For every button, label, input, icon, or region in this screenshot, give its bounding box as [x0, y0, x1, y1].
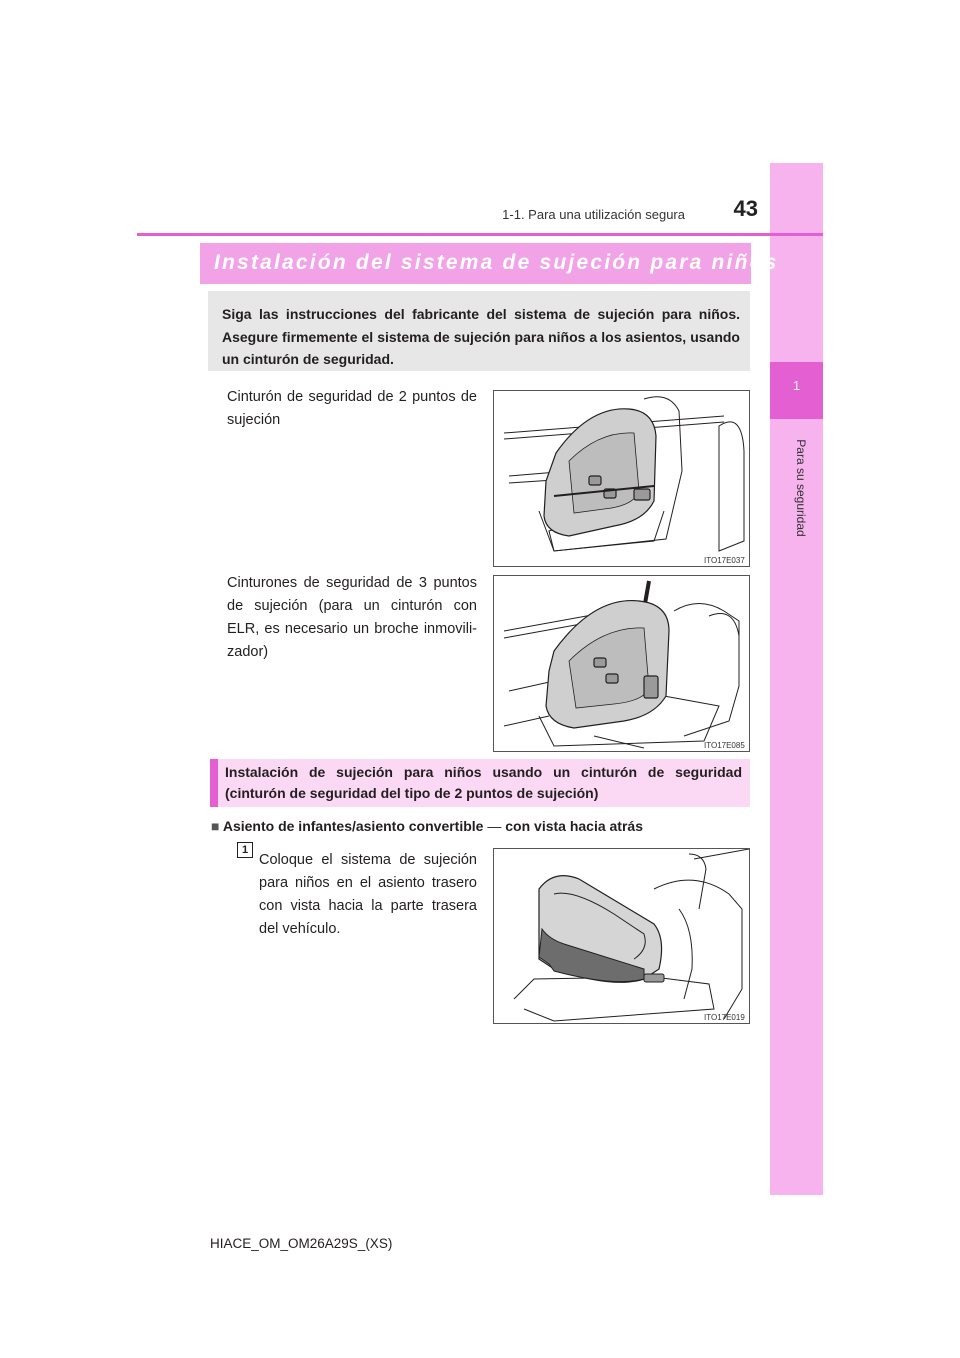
child-seat-illustration	[494, 576, 749, 751]
item-text: Cinturón de seguridad de 2 puntos de sujeción	[227, 389, 477, 428]
child-seat-illustration	[494, 849, 749, 1023]
chapter-number: 1	[792, 378, 801, 393]
child-seat-illustration	[494, 391, 749, 566]
subheading-text: Instalación de sujeción para niños usando un cinturón de seguridad (cinturón de seguridad del tipo de 2 puntos de sujeción)	[225, 764, 742, 801]
bullet-marker: ■	[211, 818, 220, 834]
figure-rear-facing-seat	[493, 848, 750, 1024]
step-number: 1	[237, 842, 253, 858]
bullet-suffix: con vista hacia atrás	[505, 818, 643, 834]
item-text: Cinturones de seguridad de 3 puntos de sujeción (para un cinturón con ELR, es necesario un broche inmovili-zador)	[227, 575, 477, 660]
figure-code-1: ITO17E037	[704, 556, 745, 565]
chapter-label: Para su seguridad	[794, 439, 808, 537]
header-rule	[137, 233, 823, 236]
figure-code-3: ITO17E019	[704, 1013, 745, 1022]
document-footer: HIACE_OM_OM26A29S_(XS)	[210, 1236, 393, 1251]
subheading-bar	[210, 759, 750, 807]
step-text: Coloque el sistema de sujeción para niños en el asiento trasero con vista hacia la parte trasera del vehículo.	[259, 852, 477, 937]
page-title-bar	[200, 243, 779, 284]
figure-code-2: ITO17E085	[704, 741, 745, 750]
page-number: 43	[733, 196, 758, 221]
chapter-side-tab	[770, 163, 823, 1195]
bullet-title: Asiento de infantes/asiento convertible	[222, 818, 484, 834]
subheading-accent	[210, 759, 218, 807]
figure-3-point-belt	[493, 575, 750, 752]
figure-2-point-belt	[493, 390, 750, 567]
bullet-dash: —	[487, 818, 502, 834]
section-header: 1-1. Para una utilización segura	[502, 207, 685, 222]
intro-text: Siga las instrucciones del fabricante del sistema de sujeción para niños. Asegure firmemente el sistema de sujeción para niños a los asientos, usando un cinturón de seguridad.	[222, 306, 740, 367]
bullet-heading	[211, 818, 643, 834]
page-title: Instalación del sistema de sujeción para niños	[214, 251, 779, 274]
intro-box	[208, 291, 750, 371]
